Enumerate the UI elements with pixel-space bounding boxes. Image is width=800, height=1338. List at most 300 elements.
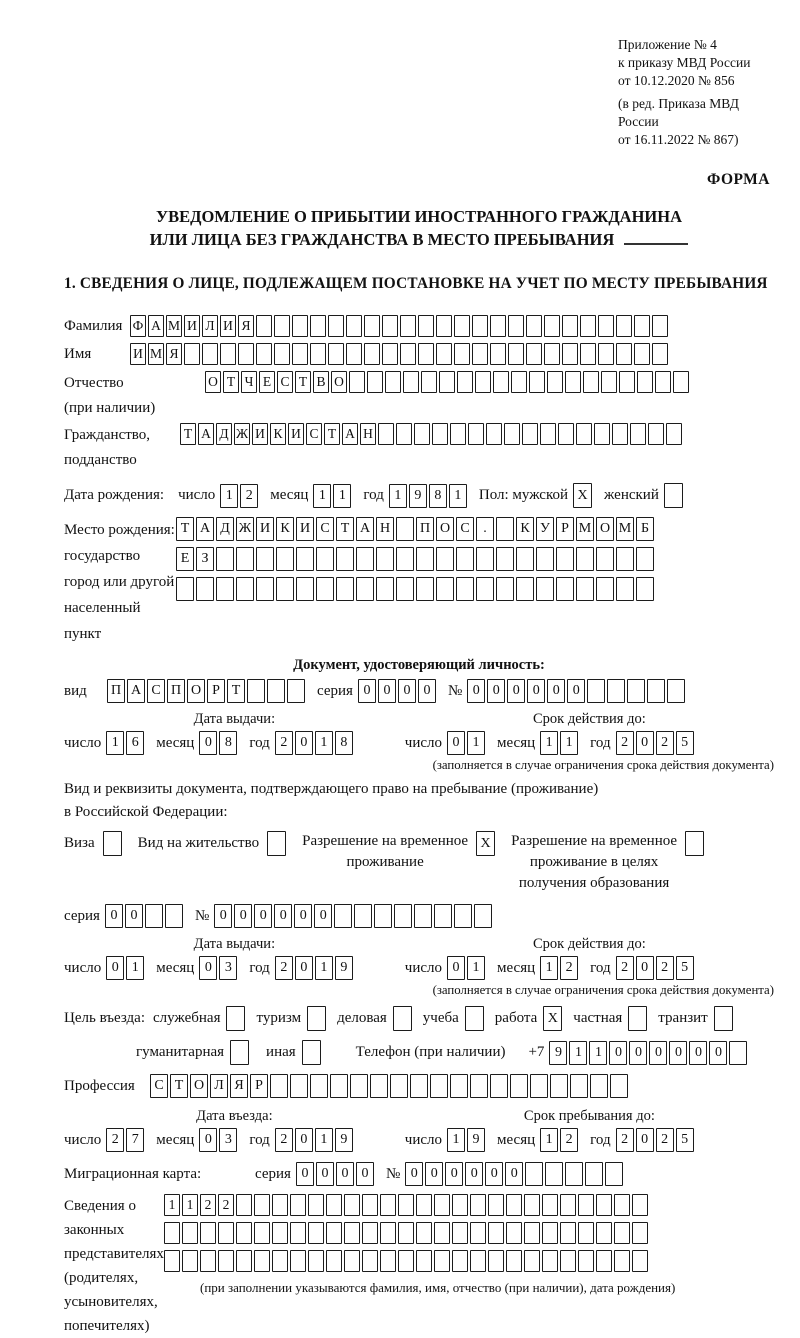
char-box[interactable] [496, 547, 514, 571]
char-box[interactable] [374, 904, 392, 928]
char-box[interactable] [652, 315, 668, 337]
char-box[interactable]: М [166, 315, 182, 337]
char-box[interactable]: 2 [240, 484, 258, 508]
char-box[interactable]: 0 [447, 731, 465, 755]
char-box[interactable] [254, 1250, 270, 1272]
char-box[interactable] [308, 1222, 324, 1244]
char-box[interactable] [560, 1194, 576, 1216]
char-box[interactable] [457, 371, 473, 393]
char-box[interactable] [526, 315, 542, 337]
char-box[interactable] [614, 1222, 630, 1244]
char-box[interactable]: П [167, 679, 185, 703]
char-box[interactable] [344, 1250, 360, 1272]
char-box[interactable]: С [277, 371, 293, 393]
char-box[interactable] [362, 1194, 378, 1216]
char-box[interactable] [430, 1074, 448, 1098]
char-box[interactable]: Е [259, 371, 275, 393]
char-box[interactable] [565, 371, 581, 393]
char-box[interactable]: А [196, 517, 214, 541]
purpose-private-checkbox[interactable] [628, 1006, 647, 1031]
char-box[interactable]: 2 [656, 731, 674, 755]
char-box[interactable]: 9 [335, 1128, 353, 1152]
char-box[interactable]: 0 [296, 1162, 314, 1186]
char-box[interactable] [610, 1074, 628, 1098]
char-box[interactable] [550, 1074, 568, 1098]
purpose-business-checkbox[interactable] [393, 1006, 412, 1031]
char-box[interactable] [414, 423, 430, 445]
char-box[interactable] [450, 1074, 468, 1098]
char-box[interactable] [516, 577, 534, 601]
purpose-humanitarian-checkbox[interactable] [230, 1040, 249, 1065]
char-box[interactable]: 9 [549, 1041, 567, 1065]
char-box[interactable] [236, 1222, 252, 1244]
char-box[interactable]: К [276, 517, 294, 541]
char-box[interactable]: Р [556, 517, 574, 541]
char-box[interactable] [256, 577, 274, 601]
char-box[interactable]: О [187, 679, 205, 703]
char-box[interactable]: 0 [636, 1128, 654, 1152]
char-box[interactable]: 1 [315, 956, 333, 980]
char-box[interactable]: Н [360, 423, 376, 445]
char-box[interactable] [596, 547, 614, 571]
char-box[interactable]: Н [376, 517, 394, 541]
char-box[interactable] [540, 423, 556, 445]
char-box[interactable] [196, 577, 214, 601]
char-box[interactable] [164, 1222, 180, 1244]
char-box[interactable]: 6 [126, 731, 144, 755]
char-box[interactable] [729, 1041, 747, 1065]
char-box[interactable]: 0 [254, 904, 272, 928]
char-box[interactable] [598, 315, 614, 337]
char-box[interactable]: О [436, 517, 454, 541]
char-box[interactable] [290, 1194, 306, 1216]
char-box[interactable] [396, 423, 412, 445]
char-box[interactable]: 2 [275, 1128, 293, 1152]
female-checkbox[interactable] [664, 483, 683, 508]
char-box[interactable] [516, 547, 534, 571]
char-box[interactable] [490, 315, 506, 337]
char-box[interactable]: 1 [126, 956, 144, 980]
char-box[interactable] [218, 1250, 234, 1272]
char-box[interactable] [488, 1250, 504, 1272]
char-box[interactable] [296, 577, 314, 601]
char-box[interactable] [410, 1074, 428, 1098]
char-box[interactable] [367, 371, 383, 393]
char-box[interactable] [508, 315, 524, 337]
char-box[interactable]: И [252, 423, 268, 445]
char-box[interactable]: 5 [676, 731, 694, 755]
char-box[interactable]: О [205, 371, 221, 393]
char-box[interactable] [400, 315, 416, 337]
char-box[interactable] [165, 904, 183, 928]
char-box[interactable]: И [184, 315, 200, 337]
char-box[interactable] [470, 1250, 486, 1272]
char-box[interactable]: К [516, 517, 534, 541]
char-box[interactable] [522, 423, 538, 445]
char-box[interactable]: 0 [214, 904, 232, 928]
char-box[interactable] [587, 679, 605, 703]
char-box[interactable] [256, 547, 274, 571]
char-box[interactable]: 2 [560, 1128, 578, 1152]
char-box[interactable] [583, 371, 599, 393]
char-box[interactable] [344, 1222, 360, 1244]
char-box[interactable]: 2 [616, 1128, 634, 1152]
char-box[interactable]: З [196, 547, 214, 571]
char-box[interactable] [634, 343, 650, 365]
char-box[interactable] [506, 1250, 522, 1272]
char-box[interactable]: 2 [275, 731, 293, 755]
char-box[interactable] [414, 904, 432, 928]
char-box[interactable] [454, 904, 472, 928]
char-box[interactable] [182, 1250, 198, 1272]
char-box[interactable] [176, 577, 194, 601]
char-box[interactable] [596, 1194, 612, 1216]
char-box[interactable]: С [316, 517, 334, 541]
char-box[interactable]: 8 [335, 731, 353, 755]
char-box[interactable] [496, 517, 514, 541]
char-box[interactable]: Ф [130, 315, 146, 337]
char-box[interactable] [403, 371, 419, 393]
char-box[interactable] [544, 343, 560, 365]
char-box[interactable] [456, 577, 474, 601]
char-box[interactable] [560, 1250, 576, 1272]
char-box[interactable]: 9 [409, 484, 427, 508]
char-box[interactable]: 1 [540, 731, 558, 755]
edu-residence-checkbox[interactable] [685, 831, 704, 856]
char-box[interactable]: 0 [465, 1162, 483, 1186]
char-box[interactable]: 0 [485, 1162, 503, 1186]
char-box[interactable]: М [148, 343, 164, 365]
char-box[interactable]: Т [227, 679, 245, 703]
char-box[interactable] [536, 547, 554, 571]
char-box[interactable] [493, 371, 509, 393]
char-box[interactable] [596, 1222, 612, 1244]
char-box[interactable]: М [576, 517, 594, 541]
char-box[interactable]: 0 [295, 956, 313, 980]
char-box[interactable]: 0 [418, 679, 436, 703]
char-box[interactable] [334, 904, 352, 928]
char-box[interactable]: 0 [336, 1162, 354, 1186]
char-box[interactable] [619, 371, 635, 393]
char-box[interactable]: О [190, 1074, 208, 1098]
purpose-transit-checkbox[interactable] [714, 1006, 733, 1031]
char-box[interactable]: 0 [295, 1128, 313, 1152]
char-box[interactable] [256, 343, 272, 365]
char-box[interactable] [529, 371, 545, 393]
char-box[interactable] [486, 423, 502, 445]
char-box[interactable] [616, 547, 634, 571]
char-box[interactable] [488, 1194, 504, 1216]
char-box[interactable] [254, 1194, 270, 1216]
char-box[interactable] [596, 577, 614, 601]
char-box[interactable]: 2 [656, 1128, 674, 1152]
char-box[interactable] [328, 315, 344, 337]
char-box[interactable]: 0 [398, 679, 416, 703]
char-box[interactable] [556, 577, 574, 601]
char-box[interactable]: 1 [106, 731, 124, 755]
char-box[interactable]: 2 [560, 956, 578, 980]
char-box[interactable] [346, 343, 362, 365]
char-box[interactable]: 1 [164, 1194, 180, 1216]
char-box[interactable]: Д [216, 517, 234, 541]
char-box[interactable] [506, 1222, 522, 1244]
char-box[interactable] [382, 315, 398, 337]
char-box[interactable] [614, 1250, 630, 1272]
char-box[interactable] [472, 315, 488, 337]
char-box[interactable] [346, 315, 362, 337]
char-box[interactable] [576, 577, 594, 601]
char-box[interactable] [396, 577, 414, 601]
char-box[interactable]: Л [210, 1074, 228, 1098]
char-box[interactable] [565, 1162, 583, 1186]
char-box[interactable] [336, 577, 354, 601]
char-box[interactable] [476, 577, 494, 601]
char-box[interactable]: 0 [234, 904, 252, 928]
purpose-work-checkbox[interactable]: X [543, 1006, 562, 1031]
char-box[interactable] [164, 1250, 180, 1272]
char-box[interactable]: 2 [218, 1194, 234, 1216]
char-box[interactable]: 0 [447, 956, 465, 980]
char-box[interactable] [254, 1222, 270, 1244]
char-box[interactable] [630, 423, 646, 445]
char-box[interactable] [145, 904, 163, 928]
char-box[interactable] [202, 343, 218, 365]
char-box[interactable]: 1 [447, 1128, 465, 1152]
char-box[interactable] [394, 904, 412, 928]
residence-permit-checkbox[interactable] [267, 831, 286, 856]
char-box[interactable] [436, 547, 454, 571]
char-box[interactable] [594, 423, 610, 445]
char-box[interactable] [506, 1194, 522, 1216]
char-box[interactable] [510, 1074, 528, 1098]
char-box[interactable] [648, 423, 664, 445]
char-box[interactable] [236, 547, 254, 571]
char-box[interactable] [310, 343, 326, 365]
purpose-other-checkbox[interactable] [302, 1040, 321, 1065]
char-box[interactable] [508, 343, 524, 365]
char-box[interactable] [434, 904, 452, 928]
char-box[interactable] [452, 1222, 468, 1244]
char-box[interactable]: 0 [199, 1128, 217, 1152]
char-box[interactable] [287, 679, 305, 703]
char-box[interactable] [370, 1074, 388, 1098]
char-box[interactable] [636, 577, 654, 601]
char-box[interactable]: 1 [182, 1194, 198, 1216]
char-box[interactable]: 3 [219, 1128, 237, 1152]
char-box[interactable] [652, 343, 668, 365]
char-box[interactable] [490, 343, 506, 365]
char-box[interactable] [274, 315, 290, 337]
char-box[interactable]: 0 [405, 1162, 423, 1186]
char-box[interactable] [605, 1162, 623, 1186]
char-box[interactable]: Т [223, 371, 239, 393]
char-box[interactable]: Т [170, 1074, 188, 1098]
char-box[interactable] [380, 1250, 396, 1272]
char-box[interactable] [476, 547, 494, 571]
char-box[interactable]: У [536, 517, 554, 541]
char-box[interactable]: А [127, 679, 145, 703]
temp-residence-checkbox[interactable]: X [476, 831, 495, 856]
char-box[interactable] [614, 1194, 630, 1216]
char-box[interactable] [434, 1250, 450, 1272]
char-box[interactable]: Я [166, 343, 182, 365]
char-box[interactable] [673, 371, 689, 393]
char-box[interactable] [536, 577, 554, 601]
char-box[interactable] [585, 1162, 603, 1186]
purpose-official-checkbox[interactable] [226, 1006, 245, 1031]
char-box[interactable]: 9 [335, 956, 353, 980]
char-box[interactable]: Ж [234, 423, 250, 445]
char-box[interactable] [578, 1194, 594, 1216]
char-box[interactable] [247, 679, 265, 703]
char-box[interactable] [655, 371, 671, 393]
char-box[interactable] [398, 1250, 414, 1272]
char-box[interactable] [182, 1222, 198, 1244]
char-box[interactable]: Ж [236, 517, 254, 541]
char-box[interactable] [511, 371, 527, 393]
char-box[interactable]: С [147, 679, 165, 703]
char-box[interactable] [398, 1222, 414, 1244]
char-box[interactable] [296, 547, 314, 571]
char-box[interactable] [326, 1222, 342, 1244]
char-box[interactable] [382, 343, 398, 365]
char-box[interactable]: 0 [505, 1162, 523, 1186]
char-box[interactable] [470, 1194, 486, 1216]
char-box[interactable]: С [456, 517, 474, 541]
char-box[interactable] [547, 371, 563, 393]
char-box[interactable] [472, 343, 488, 365]
char-box[interactable] [272, 1250, 288, 1272]
char-box[interactable] [376, 577, 394, 601]
char-box[interactable] [632, 1222, 648, 1244]
char-box[interactable] [576, 423, 592, 445]
char-box[interactable]: 0 [314, 904, 332, 928]
char-box[interactable] [576, 547, 594, 571]
char-box[interactable] [267, 679, 285, 703]
char-box[interactable] [607, 679, 625, 703]
char-box[interactable] [330, 1074, 348, 1098]
char-box[interactable] [542, 1250, 558, 1272]
char-box[interactable] [364, 343, 380, 365]
char-box[interactable]: 0 [507, 679, 525, 703]
char-box[interactable] [452, 1194, 468, 1216]
purpose-study-checkbox[interactable] [465, 1006, 484, 1031]
char-box[interactable] [578, 1250, 594, 1272]
char-box[interactable] [496, 577, 514, 601]
char-box[interactable] [349, 371, 365, 393]
char-box[interactable] [326, 1194, 342, 1216]
char-box[interactable] [416, 577, 434, 601]
char-box[interactable] [308, 1194, 324, 1216]
char-box[interactable] [336, 547, 354, 571]
char-box[interactable] [450, 423, 466, 445]
char-box[interactable] [390, 1074, 408, 1098]
char-box[interactable] [256, 315, 272, 337]
char-box[interactable]: 0 [106, 956, 124, 980]
char-box[interactable] [276, 547, 294, 571]
char-box[interactable] [236, 577, 254, 601]
char-box[interactable] [468, 423, 484, 445]
char-box[interactable] [667, 679, 685, 703]
char-box[interactable] [542, 1222, 558, 1244]
male-checkbox[interactable]: X [573, 483, 592, 508]
char-box[interactable]: 0 [378, 679, 396, 703]
char-box[interactable]: Т [176, 517, 194, 541]
char-box[interactable] [272, 1194, 288, 1216]
char-box[interactable]: Б [636, 517, 654, 541]
char-box[interactable]: 1 [589, 1041, 607, 1065]
char-box[interactable] [416, 1222, 432, 1244]
char-box[interactable]: О [596, 517, 614, 541]
char-box[interactable]: 1 [540, 956, 558, 980]
char-box[interactable] [216, 547, 234, 571]
char-box[interactable] [616, 315, 632, 337]
char-box[interactable]: 0 [649, 1041, 667, 1065]
char-box[interactable]: 1 [569, 1041, 587, 1065]
char-box[interactable]: В [313, 371, 329, 393]
char-box[interactable] [316, 577, 334, 601]
char-box[interactable] [418, 315, 434, 337]
char-box[interactable] [276, 577, 294, 601]
char-box[interactable]: 2 [275, 956, 293, 980]
char-box[interactable]: 1 [540, 1128, 558, 1152]
char-box[interactable] [616, 343, 632, 365]
char-box[interactable] [290, 1074, 308, 1098]
char-box[interactable] [562, 343, 578, 365]
char-box[interactable] [560, 1222, 576, 1244]
char-box[interactable]: М [616, 517, 634, 541]
char-box[interactable]: 0 [356, 1162, 374, 1186]
char-box[interactable] [601, 371, 617, 393]
char-box[interactable] [200, 1222, 216, 1244]
char-box[interactable] [474, 904, 492, 928]
char-box[interactable]: 2 [616, 731, 634, 755]
char-box[interactable] [218, 1222, 234, 1244]
char-box[interactable]: 0 [295, 731, 313, 755]
char-box[interactable] [434, 1222, 450, 1244]
char-box[interactable] [418, 343, 434, 365]
char-box[interactable] [545, 1162, 563, 1186]
char-box[interactable] [385, 371, 401, 393]
char-box[interactable]: Р [207, 679, 225, 703]
char-box[interactable]: 2 [656, 956, 674, 980]
char-box[interactable] [376, 547, 394, 571]
char-box[interactable] [238, 343, 254, 365]
char-box[interactable] [542, 1194, 558, 1216]
char-box[interactable]: 0 [199, 956, 217, 980]
char-box[interactable]: Д [216, 423, 232, 445]
char-box[interactable] [416, 1250, 432, 1272]
visa-checkbox[interactable] [103, 831, 122, 856]
char-box[interactable]: 0 [547, 679, 565, 703]
char-box[interactable]: С [306, 423, 322, 445]
char-box[interactable]: П [416, 517, 434, 541]
char-box[interactable]: 0 [294, 904, 312, 928]
char-box[interactable] [378, 423, 394, 445]
char-box[interactable]: 1 [333, 484, 351, 508]
purpose-tourism-checkbox[interactable] [307, 1006, 326, 1031]
char-box[interactable]: 0 [636, 731, 654, 755]
char-box[interactable] [580, 315, 596, 337]
char-box[interactable]: 0 [527, 679, 545, 703]
char-box[interactable] [436, 577, 454, 601]
char-box[interactable]: А [148, 315, 164, 337]
char-box[interactable]: Т [336, 517, 354, 541]
char-box[interactable] [452, 1250, 468, 1272]
char-box[interactable] [578, 1222, 594, 1244]
char-box[interactable] [380, 1194, 396, 1216]
char-box[interactable]: 8 [219, 731, 237, 755]
